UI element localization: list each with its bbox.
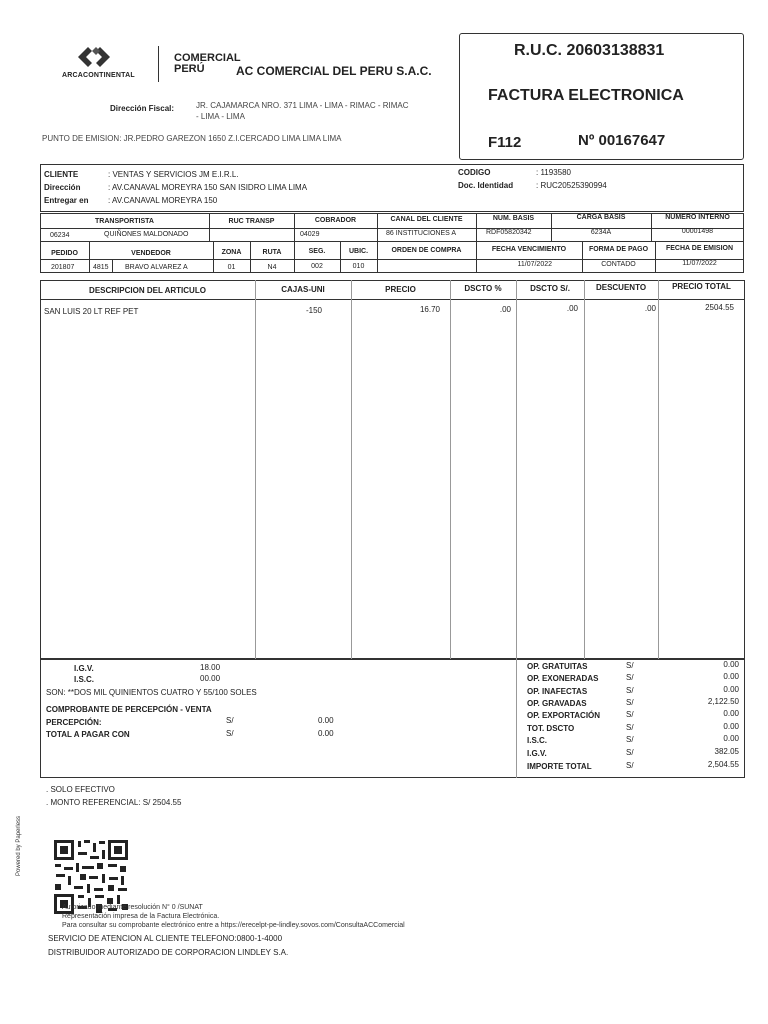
amount-in-words: SON: **DOS MIL QUINIENTOS CUATRO Y 55/100 SOLES — [46, 688, 257, 697]
summary-currency: S/ — [626, 710, 634, 719]
doc-identity-value: : RUC20525390994 — [536, 181, 607, 190]
col-zona: ZONA — [221, 249, 242, 256]
carga-basis-value: 6234A — [590, 229, 612, 236]
col-dscto-pct: DSCTO % — [464, 284, 502, 293]
item-description: SAN LUIS 20 LT REF PET — [44, 307, 139, 316]
canal-value: 86 INSTITUCIONES A — [386, 230, 457, 237]
solo-efectivo-note: . SOLO EFECTIVO — [46, 785, 115, 794]
codigo-label: CODIGO — [458, 168, 491, 177]
col-cajas-uni: CAJAS-UNI — [281, 285, 325, 294]
col-descuento: DESCUENTO — [595, 283, 647, 292]
col-seg: SEG. — [308, 248, 326, 255]
summary-value: 382.05 — [714, 747, 739, 756]
num-basis-value: RDF05820342 — [486, 229, 532, 236]
total-pagar-currency: S/ — [226, 729, 234, 738]
summary-label: I.S.C. — [527, 736, 548, 745]
col-transportista: TRANSPORTISTA — [95, 218, 154, 225]
summary-currency: S/ — [626, 698, 634, 707]
isc-rate-label: I.S.C. — [74, 675, 95, 684]
zona-value: 01 — [227, 264, 236, 271]
summary-label: OP. GRATUITAS — [527, 662, 588, 671]
col-pedido: PEDIDO — [51, 250, 78, 257]
logo-divider — [158, 46, 159, 82]
summary-currency: S/ — [626, 673, 634, 682]
summary-value: 0.00 — [723, 672, 739, 681]
summary-value: 0.00 — [723, 734, 739, 743]
brand-name: ARCACONTINENTAL — [62, 72, 135, 79]
transportista-code: 06234 — [50, 232, 70, 239]
summary-label: OP. EXONERADAS — [527, 674, 599, 683]
codigo-value: : 1193580 — [536, 168, 571, 177]
representation-note: Representación impresa de la Factura Electrónica. — [62, 913, 220, 920]
summary-currency: S/ — [626, 761, 634, 770]
total-pagar-value: 0.00 — [318, 729, 334, 738]
numero-interno-value: 00001498 — [681, 228, 714, 235]
col-fecha-emision: FECHA DE EMISION — [665, 245, 734, 252]
col-descripcion: DESCRIPCION DEL ARTICULO — [89, 286, 206, 295]
document-type: FACTURA ELECTRONICA — [488, 87, 684, 104]
item-dscto-s: .00 — [566, 304, 578, 313]
summary-value: 0.00 — [723, 685, 739, 694]
invoice-series: F112 — [488, 134, 522, 151]
item-dscto-pct: .00 — [499, 305, 511, 314]
sunat-resolution: Autorizado mediante resolución N° 0 /SUNAT — [62, 904, 203, 911]
company-logo — [70, 44, 120, 72]
fecha-vencimiento-value: 11/07/2022 — [517, 261, 552, 268]
summary-value: 0.00 — [723, 709, 739, 718]
col-vendedor: VENDEDOR — [131, 250, 171, 257]
ruc-number: R.U.C. 20603138831 — [514, 42, 665, 59]
summary-label: IMPORTE TOTAL — [527, 762, 592, 771]
pedido-value: 201807 — [51, 264, 75, 271]
col-precio-total: PRECIO TOTAL — [672, 282, 731, 291]
col-ruta: RUTA — [262, 249, 282, 256]
peru-label: PERÚ — [174, 63, 205, 75]
summary-currency: S/ — [626, 686, 634, 695]
summary-currency: S/ — [626, 661, 634, 670]
col-ubic: UBIC. — [348, 248, 369, 255]
summary-value: 0.00 — [723, 660, 739, 669]
punto-emision: PUNTO DE EMISION: JR.PEDRO GAREZON 1650 Z.I.CERCADO LIMA LIMA LIMA — [42, 134, 342, 143]
col-ruc-transp: RUC TRANSP — [228, 218, 275, 225]
summary-label: I.G.V. — [527, 749, 547, 758]
comercial-label: COMERCIAL — [174, 52, 241, 64]
fiscal-address-line2: - LIMA - LIMA — [196, 112, 245, 121]
fiscal-address-line1: JR. CAJAMARCA NRO. 371 LIMA - LIMA - RIMAC - RIMAC — [196, 101, 409, 110]
monto-referencial-note: . MONTO REFERENCIAL: S/ 2504.55 — [46, 798, 182, 807]
item-total: 2504.55 — [705, 303, 734, 312]
col-carga-basis: CARGA BASIS — [576, 214, 626, 221]
paperless-side-text: Powered by Paperless — [16, 815, 22, 876]
items-table — [40, 280, 745, 659]
ruta-value: N4 — [267, 264, 277, 271]
summary-currency: S/ — [626, 735, 634, 744]
summary-value: 0.00 — [723, 722, 739, 731]
total-pagar-label: TOTAL A PAGAR CON — [46, 730, 130, 739]
deliver-label: Entregar en — [44, 196, 89, 205]
item-descuento: .00 — [644, 304, 656, 313]
col-cobrador: COBRADOR — [314, 217, 357, 224]
summary-currency: S/ — [626, 748, 634, 757]
summary-label: OP. EXPORTACIÓN — [527, 711, 601, 720]
company-name: AC COMERCIAL DEL PERU S.A.C. — [236, 64, 432, 78]
summary-label: OP. INAFECTAS — [527, 687, 588, 696]
deliver-value: : AV.CANAVAL MOREYRA 150 — [108, 196, 218, 205]
item-precio: 16.70 — [419, 305, 440, 314]
customer-service: SERVICIO DE ATENCION AL CLIENTE TELEFONO:0800-1-4000 — [48, 934, 283, 943]
comprobante-percepcion: COMPROBANTE DE PERCEPCIÓN - VENTA — [46, 705, 212, 714]
item-cajas: -150 — [305, 306, 322, 315]
summary-value: 2,122.50 — [707, 697, 739, 706]
col-fecha-vencimiento: FECHA VENCIMIENTO — [491, 246, 567, 253]
col-precio: PRECIO — [385, 285, 416, 294]
consult-url: Para consultar su comprobante electrónico entre a https://erecelpt-pe-lindley.sovos.com/ConsultaACComercial — [62, 922, 405, 929]
vendedor-name: BRAVO ALVAREZ A — [125, 264, 188, 271]
ubic-value: 010 — [352, 263, 365, 270]
totals-block — [40, 659, 745, 778]
forma-pago-value: CONTADO — [601, 261, 636, 268]
summary-value: 2,504.55 — [707, 760, 739, 769]
seg-value: 002 — [311, 263, 323, 270]
col-num-basis: NUM. BASIS — [492, 215, 535, 222]
percepcion-value: 0.00 — [318, 716, 334, 725]
col-dscto-s: DSCTO S/. — [530, 284, 570, 293]
summary-label: OP. GRAVADAS — [527, 699, 587, 708]
summary-label: TOT. DSCTO — [527, 724, 575, 733]
igv-rate-label: I.G.V. — [74, 664, 94, 673]
col-numero-interno: NUMERO INTERNO — [665, 214, 730, 221]
col-canal: CANAL DEL CLIENTE — [390, 216, 463, 223]
percepcion-currency: S/ — [226, 716, 234, 725]
doc-identity-label: Doc. Identidad — [458, 181, 514, 190]
client-label: CLIENTE — [44, 170, 79, 179]
summary-currency: S/ — [626, 723, 634, 732]
isc-rate-value: 00.00 — [200, 674, 221, 683]
igv-rate-value: 18.00 — [200, 663, 221, 672]
address-label: Dirección — [44, 183, 81, 192]
col-forma-pago: FORMA DE PAGO — [588, 246, 649, 253]
fiscal-address-label: Dirección Fiscal: — [110, 104, 175, 113]
fecha-emision-value: 11/07/2022 — [682, 260, 717, 267]
client-value: : VENTAS Y SERVICIOS JM E.I.R.L. — [108, 170, 239, 179]
transportista-name: QUIÑONES MALDONADO — [104, 231, 189, 238]
col-orden-compra: ORDEN DE COMPRA — [391, 247, 462, 254]
cobrador-value: 04029 — [300, 231, 320, 238]
address-value: : AV.CANAVAL MOREYRA 150 SAN ISIDRO LIMA LIMA — [108, 183, 308, 192]
percepcion-label: PERCEPCIÓN: — [46, 718, 102, 727]
vendedor-code: 4815 — [93, 264, 109, 271]
invoice-number: Nº 00167647 — [578, 132, 666, 149]
distributor-note: DISTRIBUIDOR AUTORIZADO DE CORPORACION LINDLEY S.A. — [48, 948, 289, 957]
